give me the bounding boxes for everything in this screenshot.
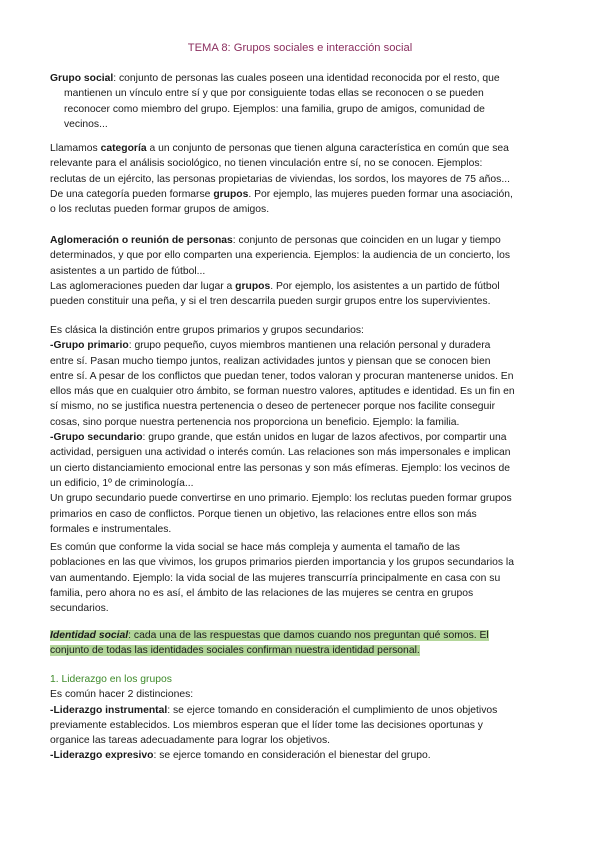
paragraph-categoria: Llamamos categoría a un conjunto de personas que tienen alguna característica en común que sea relevante para el análisis sociológico, no tienen vinculación entre sí, no se conocen. Ejemplos: reclutas de un ejército, las personas propietarias de viviendas, los sordos, los mayores de 75 años... De una categoría pueden formarse grupos. Por ejemplo, las mujeres pueden formar una asociación, o los reclutas pueden formar grupos de amigos. (50, 143, 513, 216)
term-categoria: categoría (100, 143, 147, 154)
paragraph-identidad-social: Identidad social: cada una de las respuestas que damos cuando nos preguntan qué somos. El conjunto de todas las identidades sociales confirman nuestra identidad personal. (50, 630, 489, 657)
term-aglomeracion: Aglomeración o reunión de personas (50, 235, 233, 246)
page-title: TEMA 8: Grupos sociales e interacción social (187, 42, 413, 54)
paragraph-grupo-social: Grupo social: conjunto de personas las cuales poseen una identidad reconocida por el resto, que mantienen un vínculo entre sí y que por consiguiente todas ellas se reconocen o se pueden reconocer como miembro del grupo. Ejemplos: una familia, grupo de amigos, comunidad de vecinos... (50, 73, 500, 130)
term-grupo-primario: -Grupo primario (50, 340, 129, 352)
term-identidad-social: Identidad social (50, 630, 129, 641)
paragraph-aglomeracion: Aglomeración o reunión de personas: conjunto de personas que coinciden en un lugar y tiempo determinados, y que por ello comparten una experiencia. Ejemplos: la audiencia de un concierto, los asistentes a un partido de fútbol... Las aglomeraciones pueden dar lugar a grupos. Por ejemplo, los asistentes a un partido de fútbol pueden constituir una peña, y si el tren descarrila pueden surgir grupos entre los supervivientes. (50, 235, 510, 308)
term-liderazgo-instrumental: -Liderazgo instrumental (50, 704, 168, 716)
section-heading-liderazgo: 1. Liderazgo en los grupos (50, 674, 172, 685)
section-liderazgo: 1. Liderazgo en los grupos Es común hacer 2 distinciones: -Liderazgo instrumental: se ejerce tomando en consideración el cumplimiento de unos objetivos previamente establecidos. Los miembros esperan que el líder tome las decisiones oportunas y organice las tareas adecuadamente para lograr los objetivos. -Liderazgo expresivo: se ejerce tomando en consideración el bienestar del grupo. (50, 672, 555, 764)
paragraph-grupos-primarios-secundarios: Es clásica la distinción entre grupos primarios y grupos secundarios: -Grupo primario: grupo pequeño, cuyos miembros mantienen una relación personal y duradera entre sí. Pasan mucho tiempo juntos, realizan actividades juntos y piensan que se conocen bien entre sí. A pesar de los conflictos que puedan tener, todos valoran y procuran mantenerse unidos. En ellos más que en cualquier otro ámbito, se forman nuestro valores, aptitudes e identidad. Es un fin en sí mismo, no se justifica nuestra pertenencia o deseo de pertenecer porque nos facilite conseguir cosas, sino porque nuestra pertenencia nos proporciona un beneficio. Ejemplo: la familia. -Grupo secundario: grupo grande, que están unidos en lugar de lazos afectivos, por compartir una actividad, persiguen una actividad o interés común. Las relaciones son más impersonales e implican un cierto distanciamiento emocional entre las personas y son más efímeras. Ejemplo: los vecinos de un edificio, 1º de criminología... Un grupo secundario puede convertirse en uno primario. Ejemplo: los reclutas pueden formar grupos primarios en caso de conflictos. Porque tienen un objetivo, las relaciones entre ellos son más formales e instrumentales. (50, 325, 515, 535)
term-grupo-social: Grupo social (50, 73, 114, 84)
term-liderazgo-expresivo: -Liderazgo expresivo (50, 750, 154, 762)
term-grupo-secundario: -Grupo secundario (50, 432, 143, 444)
paragraph-vida-social: Es común que conforme la vida social se hace más compleja y aumenta el tamaño de las poblaciones en las que vivimos, los grupos primarios pierden importancia y los grupos secundarios la van aumentando. Ejemplo: la vida social de las mujeres transcurría principalmente en casa con su familia, pero ahora no es así, el ámbito de las relaciones de las mujeres se centra en grupos secundarios. (50, 542, 514, 615)
